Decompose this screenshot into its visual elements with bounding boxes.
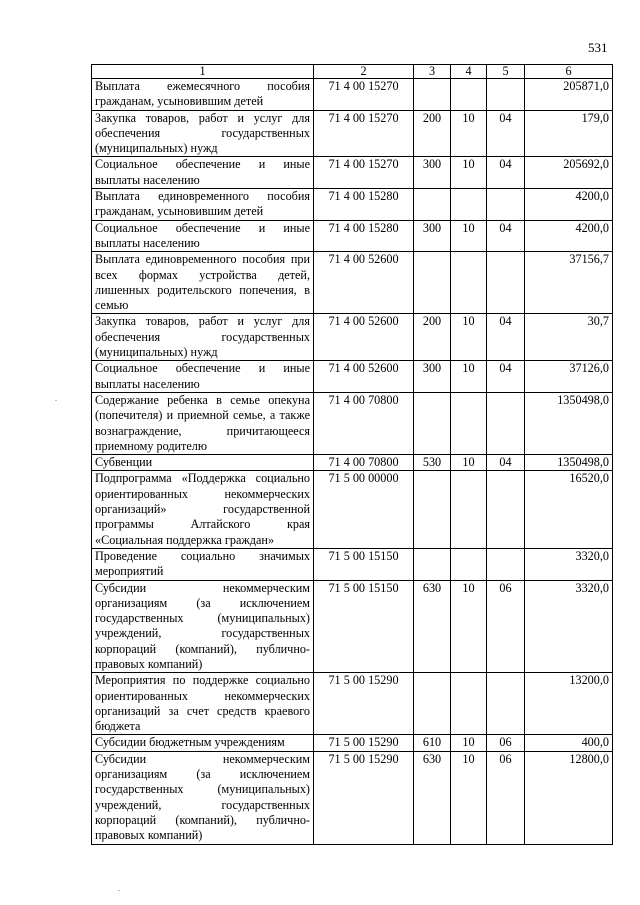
column-header: 3 — [414, 65, 451, 79]
header-row — [92, 65, 613, 79]
row-code: 71 5 00 15290 — [314, 735, 414, 751]
row-amount: 16520,0 — [525, 471, 613, 548]
column-header: 4 — [451, 65, 487, 79]
row-amount: 4200,0 — [525, 220, 613, 252]
scan-speck — [55, 400, 57, 401]
row-name: Подпрограмма «Поддержка социально ориентированных некоммерческих организаций» государственной программы Алтайского края «Социальная поддержка граждан» — [92, 471, 314, 548]
row-section: 10 — [451, 157, 487, 189]
row-kind: 630 — [414, 751, 451, 844]
row-name: Выплата ежемесячного пособия гражданам, усыновившим детей — [92, 79, 314, 111]
scan-speck — [118, 890, 120, 891]
row-subsection: 06 — [487, 751, 525, 844]
row-section: 10 — [451, 314, 487, 361]
table-row — [92, 735, 613, 751]
row-name: Содержание ребенка в семье опекуна (попечителя) и приемной семье, а также вознаграждение, причитающееся приемному родителю — [92, 392, 314, 454]
row-section — [451, 673, 487, 735]
row-subsection — [487, 548, 525, 580]
row-kind — [414, 392, 451, 454]
row-subsection: 04 — [487, 220, 525, 252]
row-amount: 1350498,0 — [525, 392, 613, 454]
column-header: 5 — [487, 65, 525, 79]
row-code: 71 4 00 52600 — [314, 361, 414, 393]
row-section: 10 — [451, 735, 487, 751]
row-amount: 30,7 — [525, 314, 613, 361]
row-code: 71 5 00 15290 — [314, 673, 414, 735]
row-kind — [414, 79, 451, 111]
row-amount: 400,0 — [525, 735, 613, 751]
row-name: Социальное обеспечение и иные выплаты населению — [92, 220, 314, 252]
row-subsection — [487, 471, 525, 548]
row-subsection: 04 — [487, 110, 525, 157]
row-name: Субвенции — [92, 455, 314, 471]
row-amount: 13200,0 — [525, 673, 613, 735]
row-kind — [414, 189, 451, 221]
row-kind: 300 — [414, 157, 451, 189]
row-kind — [414, 548, 451, 580]
row-code: 71 4 00 52600 — [314, 252, 414, 314]
row-kind: 200 — [414, 314, 451, 361]
budget-table — [91, 64, 613, 845]
row-kind: 300 — [414, 361, 451, 393]
row-amount: 1350498,0 — [525, 455, 613, 471]
row-code: 71 4 00 15270 — [314, 157, 414, 189]
page-number: 531 — [588, 40, 608, 55]
row-kind: 630 — [414, 580, 451, 673]
row-amount: 4200,0 — [525, 189, 613, 221]
table-row — [92, 189, 613, 221]
row-amount: 3320,0 — [525, 548, 613, 580]
row-section — [451, 392, 487, 454]
row-kind: 610 — [414, 735, 451, 751]
row-kind: 200 — [414, 110, 451, 157]
row-name: Субсидии некоммерческим организациям (за исключением государственных (муниципальных) учреждений, государственных корпораций (компаний), публично-правовых компаний) — [92, 580, 314, 673]
row-kind: 530 — [414, 455, 451, 471]
row-section — [451, 548, 487, 580]
row-subsection — [487, 79, 525, 111]
row-subsection: 04 — [487, 314, 525, 361]
table-row — [92, 580, 613, 673]
row-kind — [414, 252, 451, 314]
row-amount: 179,0 — [525, 110, 613, 157]
row-subsection — [487, 673, 525, 735]
table-row — [92, 471, 613, 548]
row-name: Проведение социально значимых мероприятий — [92, 548, 314, 580]
row-code: 71 4 00 15270 — [314, 110, 414, 157]
row-section: 10 — [451, 751, 487, 844]
table-row — [92, 110, 613, 157]
row-section: 10 — [451, 220, 487, 252]
row-code: 71 4 00 15280 — [314, 189, 414, 221]
row-amount: 37156,7 — [525, 252, 613, 314]
row-name: Закупка товаров, работ и услуг для обеспечения государственных (муниципальных) нужд — [92, 110, 314, 157]
row-code: 71 4 00 15280 — [314, 220, 414, 252]
row-section: 10 — [451, 361, 487, 393]
row-kind: 300 — [414, 220, 451, 252]
row-section — [451, 189, 487, 221]
row-code: 71 4 00 52600 — [314, 314, 414, 361]
row-kind — [414, 471, 451, 548]
row-kind — [414, 673, 451, 735]
row-name: Закупка товаров, работ и услуг для обеспечения государственных (муниципальных) нужд — [92, 314, 314, 361]
column-header: 1 — [92, 65, 314, 79]
row-subsection: 04 — [487, 361, 525, 393]
table-row — [92, 361, 613, 393]
row-amount: 3320,0 — [525, 580, 613, 673]
row-amount: 205871,0 — [525, 79, 613, 111]
row-name: Субсидии некоммерческим организациям (за исключением государственных (муниципальных) учреждений, государственных корпораций (компаний), публично-правовых компаний) — [92, 751, 314, 844]
table-row — [92, 392, 613, 454]
table-row — [92, 751, 613, 844]
row-subsection: 04 — [487, 157, 525, 189]
row-subsection — [487, 252, 525, 314]
table-row — [92, 79, 613, 111]
table-row — [92, 252, 613, 314]
table-row — [92, 220, 613, 252]
row-subsection: 04 — [487, 455, 525, 471]
row-section — [451, 252, 487, 314]
row-subsection: 06 — [487, 735, 525, 751]
column-header: 6 — [525, 65, 613, 79]
row-section — [451, 79, 487, 111]
row-code: 71 5 00 15150 — [314, 580, 414, 673]
row-code: 71 5 00 15150 — [314, 548, 414, 580]
row-amount: 205692,0 — [525, 157, 613, 189]
row-section: 10 — [451, 580, 487, 673]
table-row — [92, 314, 613, 361]
table-row — [92, 455, 613, 471]
row-name: Выплата единовременного пособия при всех формах устройства детей, лишенных родительского попечения, в семью — [92, 252, 314, 314]
row-subsection: 06 — [487, 580, 525, 673]
row-section — [451, 471, 487, 548]
row-name: Субсидии бюджетным учреждениям — [92, 735, 314, 751]
row-code: 71 4 00 15270 — [314, 79, 414, 111]
row-name: Мероприятия по поддержке социально ориентированных некоммерческих организаций за счет средств краевого бюджета — [92, 673, 314, 735]
row-code: 71 4 00 70800 — [314, 392, 414, 454]
row-name: Социальное обеспечение и иные выплаты населению — [92, 361, 314, 393]
row-subsection — [487, 392, 525, 454]
table-row — [92, 673, 613, 735]
row-amount: 12800,0 — [525, 751, 613, 844]
row-section: 10 — [451, 110, 487, 157]
row-code: 71 5 00 00000 — [314, 471, 414, 548]
row-name: Социальное обеспечение и иные выплаты населению — [92, 157, 314, 189]
row-section: 10 — [451, 455, 487, 471]
row-code: 71 5 00 15290 — [314, 751, 414, 844]
table-row — [92, 157, 613, 189]
row-amount: 37126,0 — [525, 361, 613, 393]
row-subsection — [487, 189, 525, 221]
row-name: Выплата единовременного пособия гражданам, усыновившим детей — [92, 189, 314, 221]
table-row — [92, 548, 613, 580]
row-code: 71 4 00 70800 — [314, 455, 414, 471]
column-header: 2 — [314, 65, 414, 79]
